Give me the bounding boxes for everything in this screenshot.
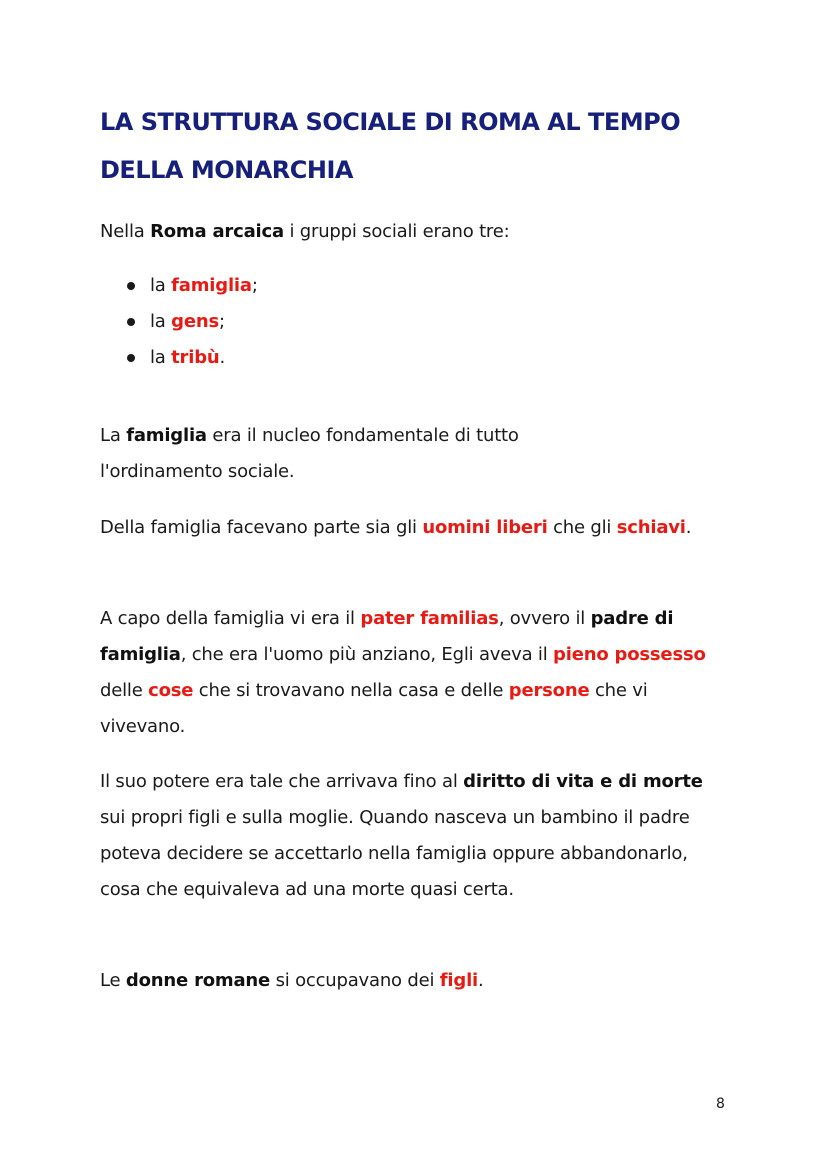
text-run: che si trovavano nella casa e delle xyxy=(193,680,509,701)
social-groups-list xyxy=(100,268,258,376)
highlight-figli: figli xyxy=(439,970,479,991)
text-run: che gli xyxy=(547,517,617,538)
intro-text: Nella xyxy=(100,221,151,242)
paragraph-membri xyxy=(100,510,720,546)
text-run: Della famiglia facevano parte sia gli xyxy=(100,517,423,538)
text-run: La xyxy=(100,425,127,446)
text-run: delle xyxy=(100,680,149,701)
list-item-keyword: tribù xyxy=(171,347,220,368)
text-run: si occupavano dei xyxy=(270,970,440,991)
text-run: . xyxy=(478,970,484,991)
page-number: 8 xyxy=(716,1096,725,1112)
text-run: sui propri figli e sulla moglie. Quando nasceva un bambino il padre poteva decidere se accettarlo nella famiglia oppure abbandonarlo, cosa che equivaleva ad una morte quasi certa. xyxy=(100,807,690,900)
text-run: . xyxy=(685,517,692,538)
highlight-cose: cose xyxy=(148,680,194,701)
list-item-prefix: la xyxy=(150,311,172,332)
text-run: Il suo potere era tale che arrivava fino al xyxy=(100,771,464,792)
text-run: era il nucleo fondamentale di tutto l'ordinamento sociale. xyxy=(100,425,519,482)
list-item-suffix: ; xyxy=(251,275,258,296)
bold-padre-di-famiglia: padre di famiglia xyxy=(100,608,674,665)
highlight-pater-familias: pater familias xyxy=(360,608,499,629)
bold-famiglia: famiglia xyxy=(126,425,207,446)
page-title: LA STRUTTURA SOCIALE DI ROMA AL TEMPO DELLA MONARCHIA xyxy=(100,108,681,184)
text-run: che vi vivevano. xyxy=(100,680,648,737)
bold-donne-romane: donne romane xyxy=(125,970,271,991)
text-run: , che era l'uomo più anziano, Egli aveva il xyxy=(180,644,554,665)
highlight-schiavi: schiavi xyxy=(616,517,686,538)
text-run: Le xyxy=(100,970,126,991)
list-item-keyword: famiglia xyxy=(171,275,252,296)
list-item xyxy=(100,340,258,376)
list-item-prefix: la xyxy=(150,275,172,296)
text-run: A capo della famiglia vi era il xyxy=(100,608,361,629)
highlight-pieno-possesso: pieno possesso xyxy=(553,644,706,665)
bullet-icon xyxy=(127,354,135,362)
list-item xyxy=(100,304,258,340)
paragraph-pater-familias xyxy=(100,601,730,745)
list-item-prefix: la xyxy=(150,347,172,368)
list-item-suffix: ; xyxy=(218,311,225,332)
bullet-icon xyxy=(127,282,135,290)
highlight-uomini-liberi: uomini liberi xyxy=(422,517,548,538)
intro-paragraph xyxy=(100,214,740,250)
paragraph-potere xyxy=(100,764,720,908)
list-item-suffix: . xyxy=(219,347,226,368)
paragraph-famiglia xyxy=(100,418,620,490)
intro-text-end: i gruppi sociali erano tre: xyxy=(283,221,510,242)
paragraph-donne xyxy=(100,963,740,999)
intro-bold-roma-arcaica: Roma arcaica xyxy=(150,221,284,242)
text-run: , ovvero il xyxy=(498,608,591,629)
bullet-icon xyxy=(127,318,135,326)
bold-diritto-di-vita-e-di-morte: diritto di vita e di morte xyxy=(463,771,703,792)
list-item-keyword: gens xyxy=(171,311,219,332)
list-item xyxy=(100,268,258,304)
highlight-persone: persone xyxy=(508,680,590,701)
